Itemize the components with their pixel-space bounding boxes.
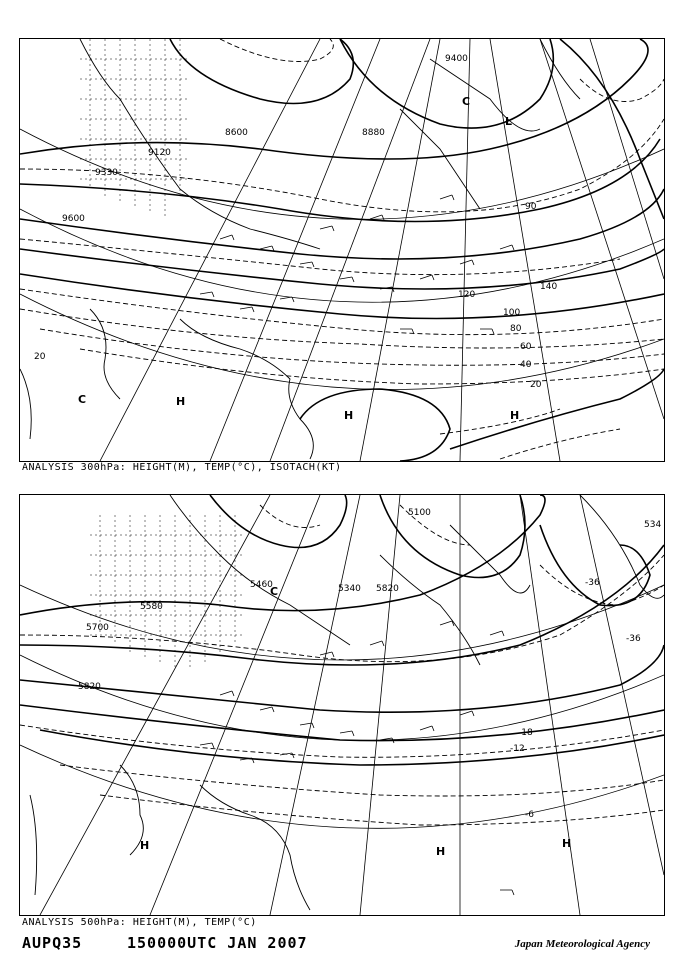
isotach-label: 60 <box>520 342 532 352</box>
height-label: 5580 <box>140 602 163 612</box>
map-300hpa-canvas <box>20 39 664 461</box>
wind-barbs-300 <box>200 195 514 334</box>
temperature-label: -6 <box>525 810 534 820</box>
height-label: 5100 <box>408 508 431 518</box>
height-contours-500 <box>20 495 664 765</box>
pressure-center-high: H <box>344 409 354 422</box>
map-500hpa-canvas <box>20 495 664 915</box>
graticule-300 <box>20 39 664 461</box>
isotach-label: 20 <box>34 352 46 362</box>
pressure-center-cold: C <box>462 95 471 108</box>
graticule-500 <box>20 495 664 915</box>
isotach-label: 140 <box>540 282 558 292</box>
temperature-label: -12 <box>510 744 525 754</box>
pressure-center-high: H <box>562 837 572 850</box>
pressure-center-high: H <box>140 839 150 852</box>
pressure-center-cold: C <box>78 393 87 406</box>
pressure-center-cold: C <box>270 585 279 598</box>
height-label: 5460 <box>250 580 273 590</box>
height-label: 8880 <box>362 128 385 138</box>
valid-time: 150000UTC JAN 2007 <box>127 934 308 952</box>
height-label: 9120 <box>148 148 171 158</box>
coastline-300 <box>20 39 580 459</box>
height-label: 9330 <box>95 168 118 178</box>
height-label: 9400 <box>445 54 468 64</box>
height-label: 5820 <box>78 682 101 692</box>
caption-500hpa: ANALYSIS 500hPa: HEIGHT(M), TEMP(°C) <box>22 917 257 928</box>
isotach-label: 20 <box>530 380 542 390</box>
height-label: 5700 <box>86 623 109 633</box>
agency-credit: Japan Meteorological Agency <box>514 938 650 950</box>
isotach-label: 100 <box>503 308 521 318</box>
height-label: 9600 <box>62 214 85 224</box>
pressure-center-high: H <box>176 395 186 408</box>
height-label: 8600 <box>225 128 248 138</box>
height-label: 534 <box>644 520 662 530</box>
caption-300hpa: ANALYSIS 300hPa: HEIGHT(M), TEMP(°C), ISOTACH(KT) <box>22 462 342 473</box>
isotach-label: 90 <box>525 202 537 212</box>
isotach-label: 120 <box>458 290 476 300</box>
temperature-label: -36 <box>626 634 641 644</box>
temperature-label: -18 <box>518 728 533 738</box>
pressure-center-low: L <box>505 115 513 128</box>
pressure-center-high: H <box>436 845 446 858</box>
pressure-center-high: H <box>510 409 520 422</box>
isotach-label: 40 <box>520 360 532 370</box>
isotach-label: 80 <box>510 324 522 334</box>
analysis-300hpa-map <box>19 38 665 462</box>
height-contours-300 <box>20 39 664 461</box>
chart-id: AUPQ35 <box>22 934 83 952</box>
height-label: 5820 <box>376 584 399 594</box>
temperature-label: -36 <box>585 578 600 588</box>
height-label: 5340 <box>338 584 361 594</box>
analysis-500hpa-map <box>19 494 665 916</box>
